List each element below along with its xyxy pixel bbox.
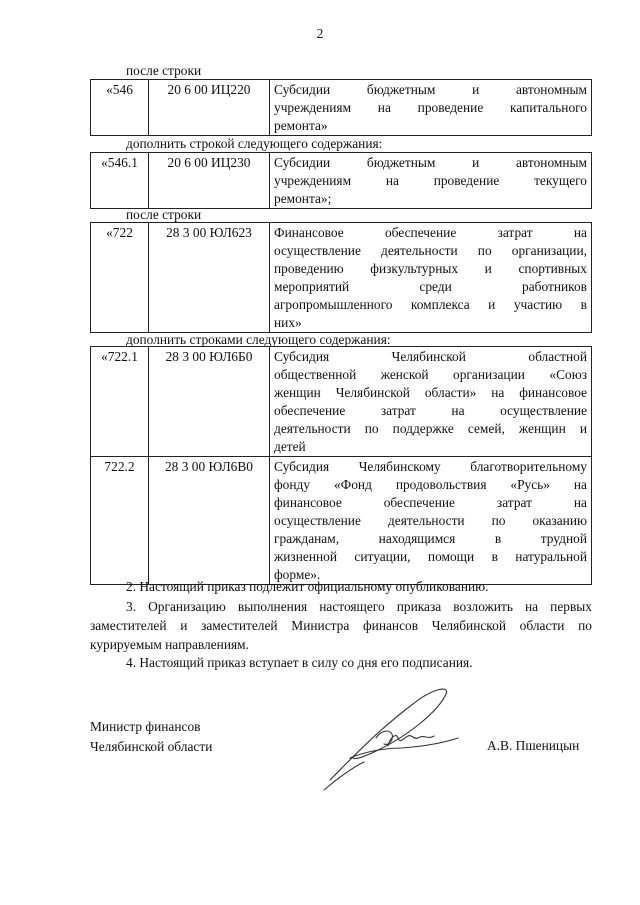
row-code: 28 3 00 ЮЛ623 [149, 223, 270, 333]
instruction-add-lines: дополнить строками следующего содержания: [126, 332, 391, 347]
paragraph-execution: 3. Организацию выполнения настоящего приказа возложить на первых заместителей и заместителей Министра финансов Челябинской области по курируемым направлениям. [90, 599, 592, 652]
budget-row-table [90, 346, 592, 585]
row-code: 28 3 00 ЮЛ6В0 [149, 457, 270, 585]
signatory-title-line: Министр финансов [90, 719, 201, 734]
signatory-name: А.В. Пшеницын [487, 738, 580, 753]
description-line: мероприятий среди работников [274, 279, 587, 294]
paragraph-publication: 2. Настоящий приказ подлежит официальному опубликованию. [126, 579, 489, 594]
table-row [91, 80, 592, 136]
description-line: Субсидия Челябинскому благотворительному [274, 459, 587, 474]
description-line: женщин Челябинской области» на финансовое [274, 385, 587, 400]
description-line: осуществление деятельности по оказанию [274, 513, 587, 528]
description-line: проведению физкультурных и спортивных [274, 261, 587, 276]
table-row [91, 153, 592, 209]
description-line: учреждениям на проведение текущего [274, 173, 587, 188]
row-description [270, 223, 592, 333]
handwritten-signature [318, 682, 483, 792]
description-line: Субсидии бюджетным и автономным [274, 155, 587, 170]
row-number: «722.1 [91, 347, 149, 457]
signatory-title [90, 717, 212, 757]
row-description [270, 457, 592, 585]
row-description [270, 153, 592, 209]
budget-row-table [90, 222, 592, 333]
budget-row-table [90, 152, 592, 209]
description-line: осуществление деятельности по организации, [274, 243, 587, 258]
page-number: 2 [316, 26, 324, 41]
signatory-title-line: Челябинской области [90, 739, 213, 754]
description-line: детей [274, 439, 306, 454]
row-code: 20 6 00 ИЦ220 [149, 80, 270, 136]
row-number: «722 [91, 223, 149, 333]
row-code: 20 6 00 ИЦ230 [149, 153, 270, 209]
description-line: финансовое обеспечение затрат на [274, 495, 587, 510]
row-number: 722.2 [91, 457, 149, 585]
description-line: гражданам, находящимся в трудной [274, 531, 587, 546]
description-line: Субсидии бюджетным и автономным [274, 82, 587, 97]
instruction-after-line: после строки [126, 63, 202, 78]
instruction-add-line: дополнить строкой следующего содержания: [126, 136, 383, 151]
paragraph-effective-date: 4. Настоящий приказ вступает в силу со дня его подписания. [126, 655, 473, 670]
description-line: обеспечение затрат на осуществление [274, 403, 587, 418]
description-line: форме». [274, 567, 321, 582]
description-line: фонду «Фонд продовольствия «Русь» на [274, 477, 587, 492]
description-line: жизненной ситуации, помощи в натуральной [274, 549, 587, 564]
row-code: 28 3 00 ЮЛ6Б0 [149, 347, 270, 457]
description-line: общественной женской организации «Союз [274, 367, 587, 382]
budget-row-table [90, 79, 592, 136]
row-description [270, 347, 592, 457]
description-line: них» [274, 315, 302, 330]
row-number: «546 [91, 80, 149, 136]
description-line: ремонта»; [274, 191, 332, 206]
description-line: Финансовое обеспечение затрат на [274, 225, 587, 240]
table-row [91, 457, 592, 585]
description-line: учреждениям на проведение капитального [274, 100, 587, 115]
description-line: агропромышленного комплекса и участию в [274, 297, 587, 312]
description-line: ремонта» [274, 118, 328, 133]
instruction-after-line: после строки [126, 207, 202, 222]
table-row [91, 223, 592, 333]
description-line: Субсидия Челябинской областной [274, 349, 587, 364]
row-description [270, 80, 592, 136]
table-row [91, 347, 592, 457]
row-number: «546.1 [91, 153, 149, 209]
description-line: деятельности по поддержке семей, женщин и [274, 421, 587, 436]
